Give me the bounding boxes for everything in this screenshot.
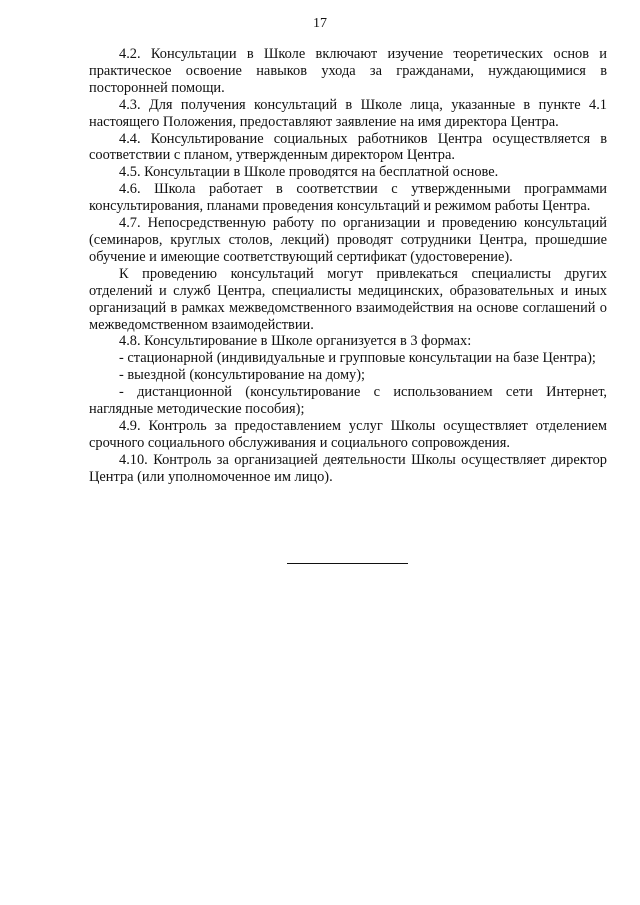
paragraph-4-7: 4.7. Непосредственную работу по организации и проведению консультаций (семинаров, круглых столов, лекций) проводят сотрудники Центра, прошедшие обучение и имеющие соответствующий сертификат (удостоверение).	[89, 215, 607, 265]
paragraph-4-2: 4.2. Консультации в Школе включают изучение теоретических основ и практическое освоение навыков ухода за гражданами, нуждающимися в посторонней помощи.	[89, 46, 607, 96]
closing-divider	[287, 563, 408, 564]
paragraph-4-8: 4.8. Консультирование в Школе организуется в 3 формах:	[119, 333, 472, 350]
paragraph-4-10: 4.10. Контроль за организацией деятельности Школы осуществляет директор Центра (или уполномоченное им лицо).	[89, 451, 607, 485]
paragraph-4-5: 4.5. Консультации в Школе проводятся на бесплатной основе.	[119, 164, 499, 181]
page-number: 17	[313, 16, 327, 31]
paragraph-4-9: 4.9. Контроль за предоставлением услуг Школы осуществляет отделением срочного социального обслуживания и социального сопровождения.	[89, 417, 607, 451]
list-item-stationary: - стационарной (индивидуальные и групповые консультации на базе Центра);	[119, 350, 596, 367]
paragraph-4-7-continued: К проведению консультаций могут привлекаться специалисты других отделений и служб Центра, специалисты медицинских, образовательных и иных организаций в рамках межведомственного взаимодействия на основе соглашений о межведомственном взаимодействии.	[89, 265, 607, 333]
paragraph-4-4: 4.4. Консультирование социальных работников Центра осуществляется в соответствии с планом, утвержденным директором Центра.	[89, 130, 607, 164]
list-item-remote: - дистанционной (консультирование с использованием сети Интернет, наглядные методические пособия);	[89, 384, 607, 418]
document-body	[89, 46, 607, 486]
paragraph-4-6: 4.6. Школа работает в соответствии с утвержденными программами консультирования, планами проведения консультаций и режимом работы Центра.	[89, 181, 607, 215]
paragraph-4-3: 4.3. Для получения консультаций в Школе лица, указанные в пункте 4.1 настоящего Положения, предоставляют заявление на имя директора Центра.	[89, 96, 607, 130]
list-item-outreach: - выездной (консультирование на дому);	[119, 367, 366, 384]
